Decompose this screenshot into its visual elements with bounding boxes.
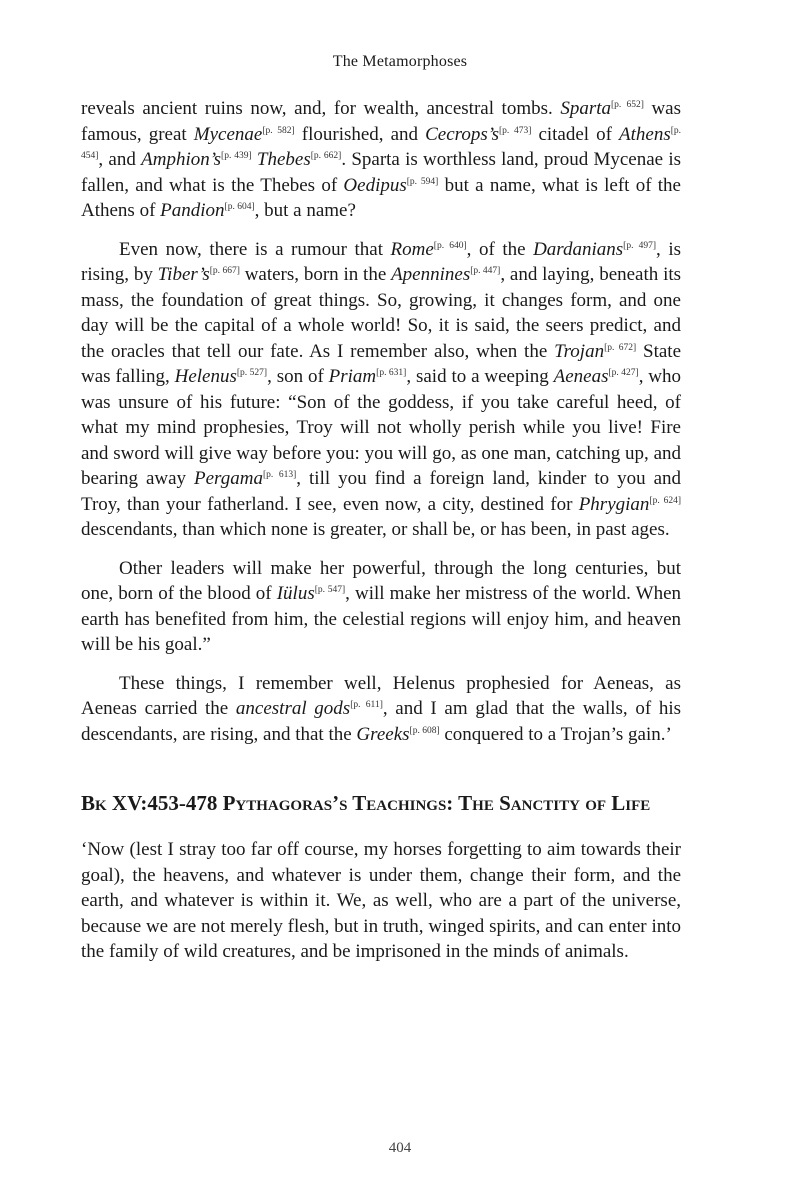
page-reference[interactable]: [p. 611] — [350, 700, 383, 710]
text-run: conquered to a Trojan’s gain.’ — [439, 723, 672, 745]
paragraph — [81, 96, 681, 224]
text-run: . Sparta is worthless land, proud Mycenae is fallen, and what is the Thebes of — [81, 149, 682, 196]
italic-term: Greeks — [356, 723, 410, 745]
page-reference[interactable]: [p. 624] — [649, 495, 682, 506]
italic-term: Pandion — [160, 200, 225, 221]
text-run: descendants, than which none is greater, or shall be, or has been, in past ages. — [81, 519, 670, 540]
page-reference[interactable]: [p. 439] — [221, 151, 252, 161]
italic-term: ancestral gods — [235, 698, 351, 719]
italic-term: Apennines — [391, 264, 471, 285]
text-run: , but a name? — [254, 200, 356, 221]
text-run: Other leaders will make her powerful, through the long centuries, but one, born of the blood of — [81, 557, 681, 604]
italic-term: Cecrops’s — [425, 123, 499, 145]
page-reference[interactable]: [p. 613] — [262, 470, 297, 480]
italic-term: Phrygian — [578, 493, 650, 515]
paragraph — [81, 671, 681, 748]
page-reference[interactable]: [p. 427] — [608, 368, 639, 378]
text-run: but a name, what is left of the Athens of — [81, 174, 681, 221]
page-reference[interactable]: [p. 608] — [409, 725, 440, 736]
page-reference[interactable]: [p. 454] — [81, 125, 682, 161]
page-reference[interactable]: [p. 652] — [611, 100, 644, 110]
page-reference[interactable]: [p. 497] — [623, 240, 657, 251]
page-reference[interactable]: [p. 640] — [433, 240, 467, 251]
italic-term: Tiber’s — [157, 264, 210, 285]
text-run: , and I am glad that the walls, of his descendants, are rising, and that the — [81, 698, 682, 745]
page-reference[interactable]: [p. 527] — [236, 368, 268, 378]
page-reference[interactable]: [p. 473] — [499, 125, 532, 136]
text-run: These things, I remember well, Helenus prophesied for Aeneas, as Aeneas carried the — [81, 672, 681, 719]
page-reference[interactable]: [p. 631] — [376, 368, 407, 378]
text-run: , and laying, beneath its mass, the foundation of great things. So, growing, it changes form, and one day will be the capital of a whole world! So, it is said, the seers predict, and the oracles that tell our fate. As I remember also, when the — [81, 264, 682, 362]
page-number: 404 — [388, 1140, 412, 1156]
text-run: , said to a weeping — [406, 366, 554, 387]
running-head: The Metamorphoses — [332, 53, 468, 70]
text-run: , will make her mistress of the world. When earth has benefited from him, the celestial regions will enjoy him, and heaven will be his goal.” — [81, 583, 682, 655]
paragraph-group — [81, 96, 681, 747]
page-reference[interactable]: [p. 582] — [262, 125, 295, 136]
page-reference[interactable]: [p. 547] — [314, 585, 346, 595]
italic-term: Mycenae — [193, 123, 263, 145]
italic-term: Priam — [328, 366, 377, 387]
paragraph — [81, 556, 681, 658]
paragraph — [81, 237, 681, 543]
italic-term: Aeneas — [553, 366, 609, 387]
page-reference[interactable]: [p. 672] — [604, 342, 637, 353]
text-run: Even now, there is a rumour that — [119, 238, 391, 260]
italic-term: Oedipus — [343, 174, 407, 196]
text-run: , son of — [267, 366, 329, 387]
italic-term: Thebes — [256, 149, 311, 170]
section-heading: Bk XV:453-478 Pythagoras’s Teachings: The Sanctity of Life — [81, 791, 651, 815]
text-run: , who was unsure of his future: “Son of the goddess, if you take careful heed, of what my mind prophesies, Troy will not wholly perish while you live! Fire and sword will give way before you: you will go, as one man, catching up, and bearing away — [81, 366, 682, 489]
italic-term: Sparta — [560, 98, 611, 119]
page-reference[interactable]: [p. 662] — [310, 151, 342, 161]
page-reference[interactable]: [p. 447] — [470, 266, 501, 276]
italic-term: Trojan — [554, 340, 605, 362]
text-run: flourished, and — [294, 123, 426, 145]
text-run: State was falling, — [81, 340, 682, 387]
text-run: , is rising, by — [81, 238, 682, 285]
italic-term: Athens — [619, 123, 671, 145]
italic-term: Rome — [390, 238, 434, 260]
text-run: , and — [98, 149, 142, 170]
text-run: reveals ancient ruins now, and, for wealth, ancestral tombs. — [81, 98, 561, 119]
italic-term: Dardanians — [533, 238, 624, 260]
italic-term: Amphion’s — [141, 149, 222, 170]
text-run: , till you find a foreign land, kinder to you and Troy, than your fatherland. I see, even now, a city, destined for — [81, 468, 682, 515]
text-run: , of the — [466, 238, 534, 260]
paragraph: ‘Now (lest I stray too far off course, my horses forgetting to aim towards their goal), the heavens, and whatever is under them, change their form, and the earth, and whatever is within it. We, as well, who are a part of the universe, because we are not merely flesh, but in truth, winged spirits, and can enter into the family of wild creatures, and be imprisoned in the minds of animals. — [81, 839, 681, 962]
body-text — [81, 96, 681, 978]
italic-term: Pergama — [194, 468, 263, 489]
page-reference[interactable]: [p. 604] — [224, 202, 255, 212]
text-run: waters, born in the — [239, 264, 392, 285]
page-reference[interactable]: [p. 594] — [406, 176, 439, 187]
italic-term: Iülus — [276, 583, 315, 604]
text-run: was famous, great — [81, 98, 681, 145]
text-run: citadel of — [531, 123, 620, 145]
italic-term: Helenus — [174, 366, 237, 387]
page-reference[interactable]: [p. 667] — [209, 266, 240, 276]
